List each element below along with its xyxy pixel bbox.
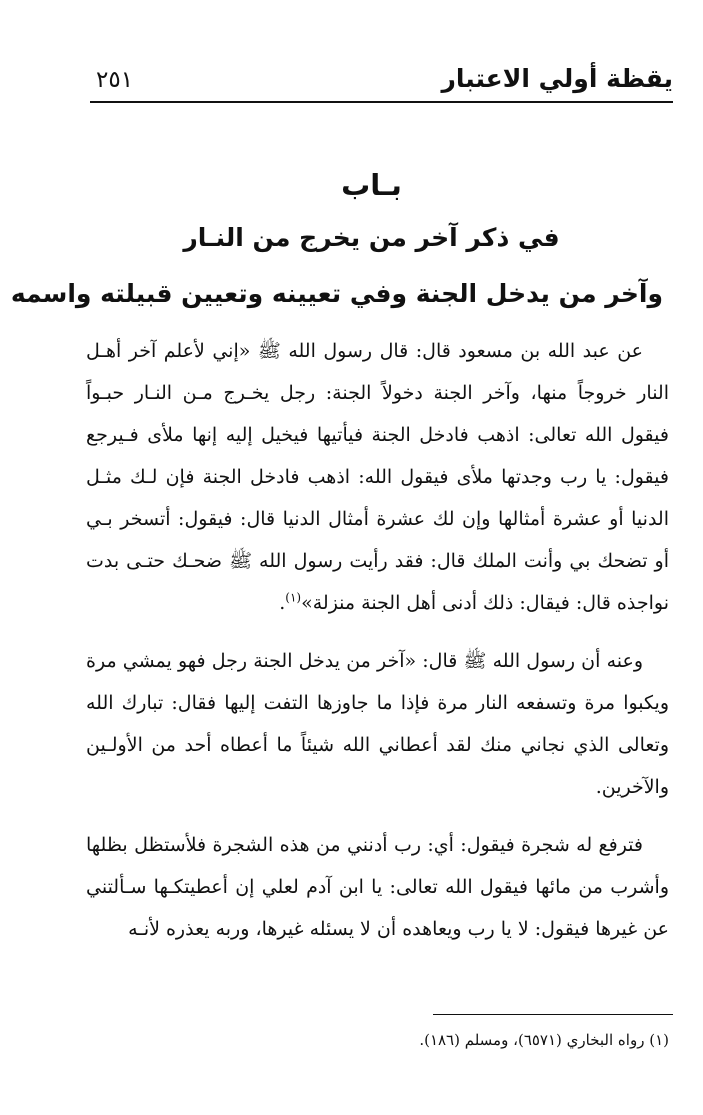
paragraph-3-text: فترفع له شجرة فيقول: أي: رب أدنني من هذه الشجرة فلأستظل بظلها وأشرب من مائها فيقول الله تعالى: يا ابن آدم لعلي إن أعطيتكـها سـألتني عن غيرها فيقول: لا يا رب ويعاهده أن لا يسئله غيرها، وربه يعذره لأنـه — [86, 834, 669, 940]
body-text — [86, 330, 669, 950]
paragraph-1-text: عن عبد الله بن مسعود قال: قال رسول الله ﷺ «إني لأعلم آخر أهـل النار خروجاً منها، وآخر الجنة دخولاً الجنة: رجل يخـرج مـن النـار حبـواً فيقول الله تعالى: اذهب فادخل الجنة فيأتيها فيخيل إليه إنها ملأى فـيرجع فيقول: يا رب وجدتها ملأى فيقول الله: اذهب فادخل الجنة فإن لـك مثـل الدنيا أو عشرة أمثالها وإن لك عشرة أمثال الدنيا قال: فيقول: أتسخر بـي أو تضحك بي وأنت الملك قال: فقد رأيت رسول الله ﷺ ضحـك حتـى بدت نواجذه قال: فيقال: ذلك أدنى أهل الجنة منزلة» — [86, 340, 669, 614]
footnote-reference[interactable]: (١) — [285, 590, 302, 605]
page-number: ٢٥١ — [96, 67, 134, 93]
paragraph-1-end: . — [279, 592, 286, 614]
paragraph-3 — [86, 824, 669, 950]
chapter-title-line-2: وآخر من يدخل الجنة وفي تعيينه وتعيين قبيلته واسمه — [10, 279, 663, 308]
footnote-rule — [433, 1014, 673, 1015]
chapter-label: بـاب — [341, 168, 402, 202]
paragraph-2 — [86, 640, 669, 808]
chapter-heading — [10, 160, 663, 322]
paragraph-2-text: وعنه أن رسول الله ﷺ قال: «آخر من يدخل الجنة رجل فهو يمشي مرة ويكبوا مرة وتسفعه النار مرة فإذا ما جاوزها التفت إليها فقال: تبارك الله وتعالى الذي نجاني منك لقد أعطاني الله شيئاً ما أعطاه أحد من الأولـين والآخرين. — [86, 650, 669, 798]
running-header — [90, 62, 673, 102]
book-title: يقظة أولي الاعتبار — [441, 64, 673, 93]
footnote: (١) رواه البخاري (٦٥٧١)، ومسلم (١٨٦). — [419, 1031, 669, 1049]
paragraph-1 — [86, 330, 669, 624]
chapter-title-line-1: في ذكر آخر من يخرج من النـار — [183, 223, 560, 252]
header-rule — [90, 101, 673, 103]
